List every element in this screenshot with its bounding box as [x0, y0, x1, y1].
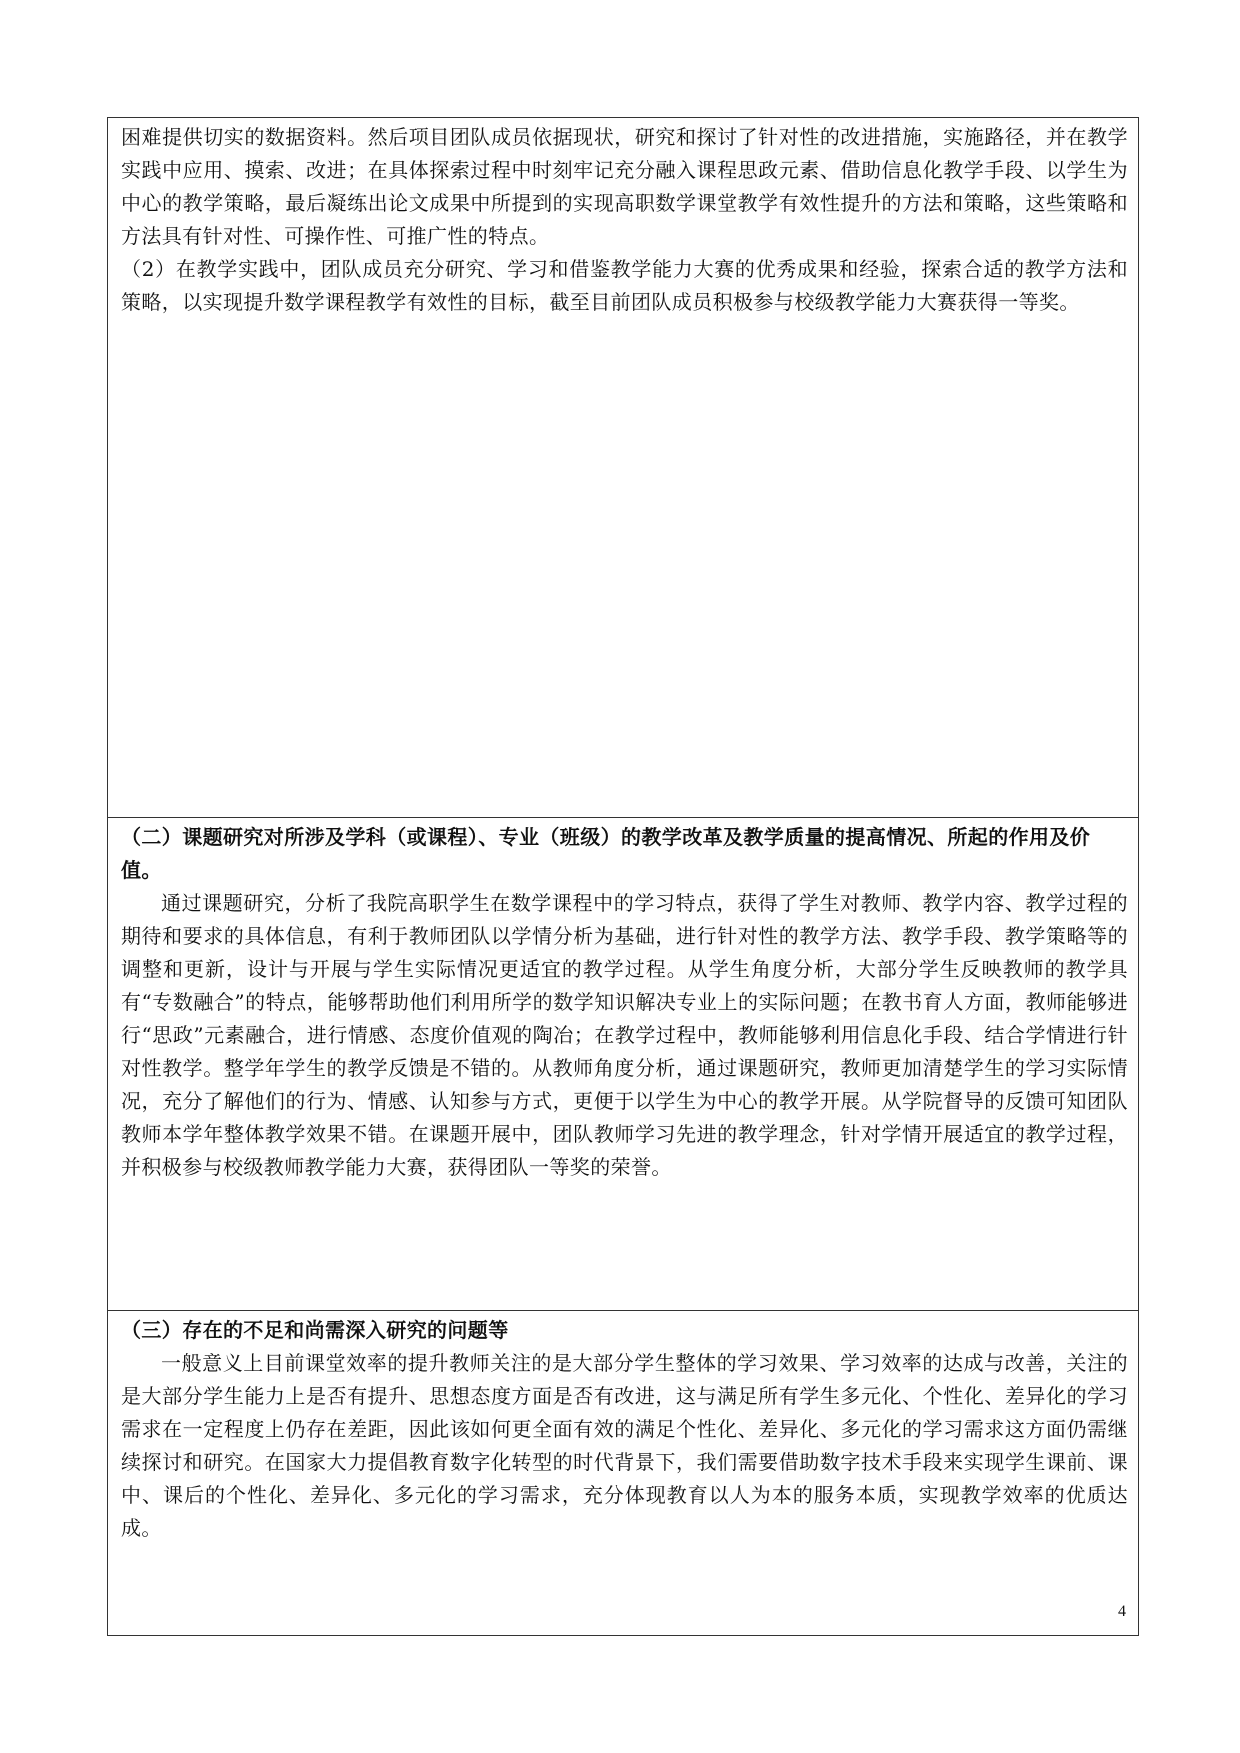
section-1-paragraph-2: （2）在教学实践中，团队成员充分研究、学习和借鉴教学能力大赛的优秀成果和经验，探索合适的教学方法和策略，以实现提升数学课程教学有效性的目标，截至目前团队成员积极参与校级教学能力大赛获得一等奖。 — [121, 257, 1128, 314]
section-3-body: 一般意义上目前课堂效率的提升教师关注的是大部分学生整体的学习效果、学习效率的达成与改善，关注的是大部分学生能力上是否有提升、思想态度方面是否有改进，这与满足所有学生多元化、个性化、差异化的学习需求在一定程度上仍存在差距，因此该如何更全面有效的满足个性化、差异化、多元化的学习需求这方面仍需继续探讨和研究。在国家大力提倡教育数字化转型的时代背景下，我们需要借助数字技术手段来实现学生课前、课中、课后的个性化、差异化、多元化的学习需求，充分体现教育以人为本的服务本质，实现教学效率的优质达成。 — [121, 1351, 1128, 1540]
section-1-cell — [108, 118, 1138, 817]
section-2-heading: （二）课题研究对所涉及学科（或课程）、专业（班级）的教学改革及教学质量的提高情况、所起的作用及价值。 — [121, 825, 1091, 882]
section-2-body: 通过课题研究，分析了我院高职学生在数学课程中的学习特点，获得了学生对教师、教学内容、教学过程的期待和要求的具体信息，有利于教师团队以学情分析为基础，进行针对性的教学方法、教学手段、教学策略等的调整和更新，设计与开展与学生实际情况更适宜的教学过程。从学生角度分析，大部分学生反映教师的教学具有“专数融合”的特点，能够帮助他们利用所学的数学知识解决专业上的实际问题；在教书育人方面，教师能够进行“思政”元素融合，进行情感、态度价值观的陶冶；在教学过程中，教师能够利用信息化手段、结合学情进行针对性教学。整学年学生的教学反馈是不错的。从教师角度分析，通过课题研究，教师更加清楚学生的学习实际情况，充分了解他们的行为、情感、认知参与方式，更便于以学生为中心的教学开展。从学院督导的反馈可知团队教师本学年整体教学效果不错。在课题开展中，团队教师学习先进的教学理念，针对学情开展适宜的教学过程，并积极参与校级教师教学能力大赛，获得团队一等奖的荣誉。 — [121, 891, 1128, 1179]
section-1-paragraph-1: 困难提供切实的数据资料。然后项目团队成员依据现状，研究和探讨了针对性的改进措施，实施路径，并在教学实践中应用、摸索、改进；在具体探索过程中时刻牢记充分融入课程思政元素、借助信息化教学手段、以学生为中心的教学策略，最后凝练出论文成果中所提到的实现高职数学课堂教学有效性提升的方法和策略，这些策略和方法具有针对性、可操作性、可推广性的特点。 — [121, 125, 1128, 248]
page-number: 4 — [1118, 1603, 1126, 1620]
section-2-cell — [108, 817, 1138, 1310]
report-table — [107, 117, 1139, 1636]
section-3-heading: （三）存在的不足和尚需深入研究的问题等 — [121, 1318, 509, 1342]
section-3-cell — [108, 1310, 1138, 1635]
